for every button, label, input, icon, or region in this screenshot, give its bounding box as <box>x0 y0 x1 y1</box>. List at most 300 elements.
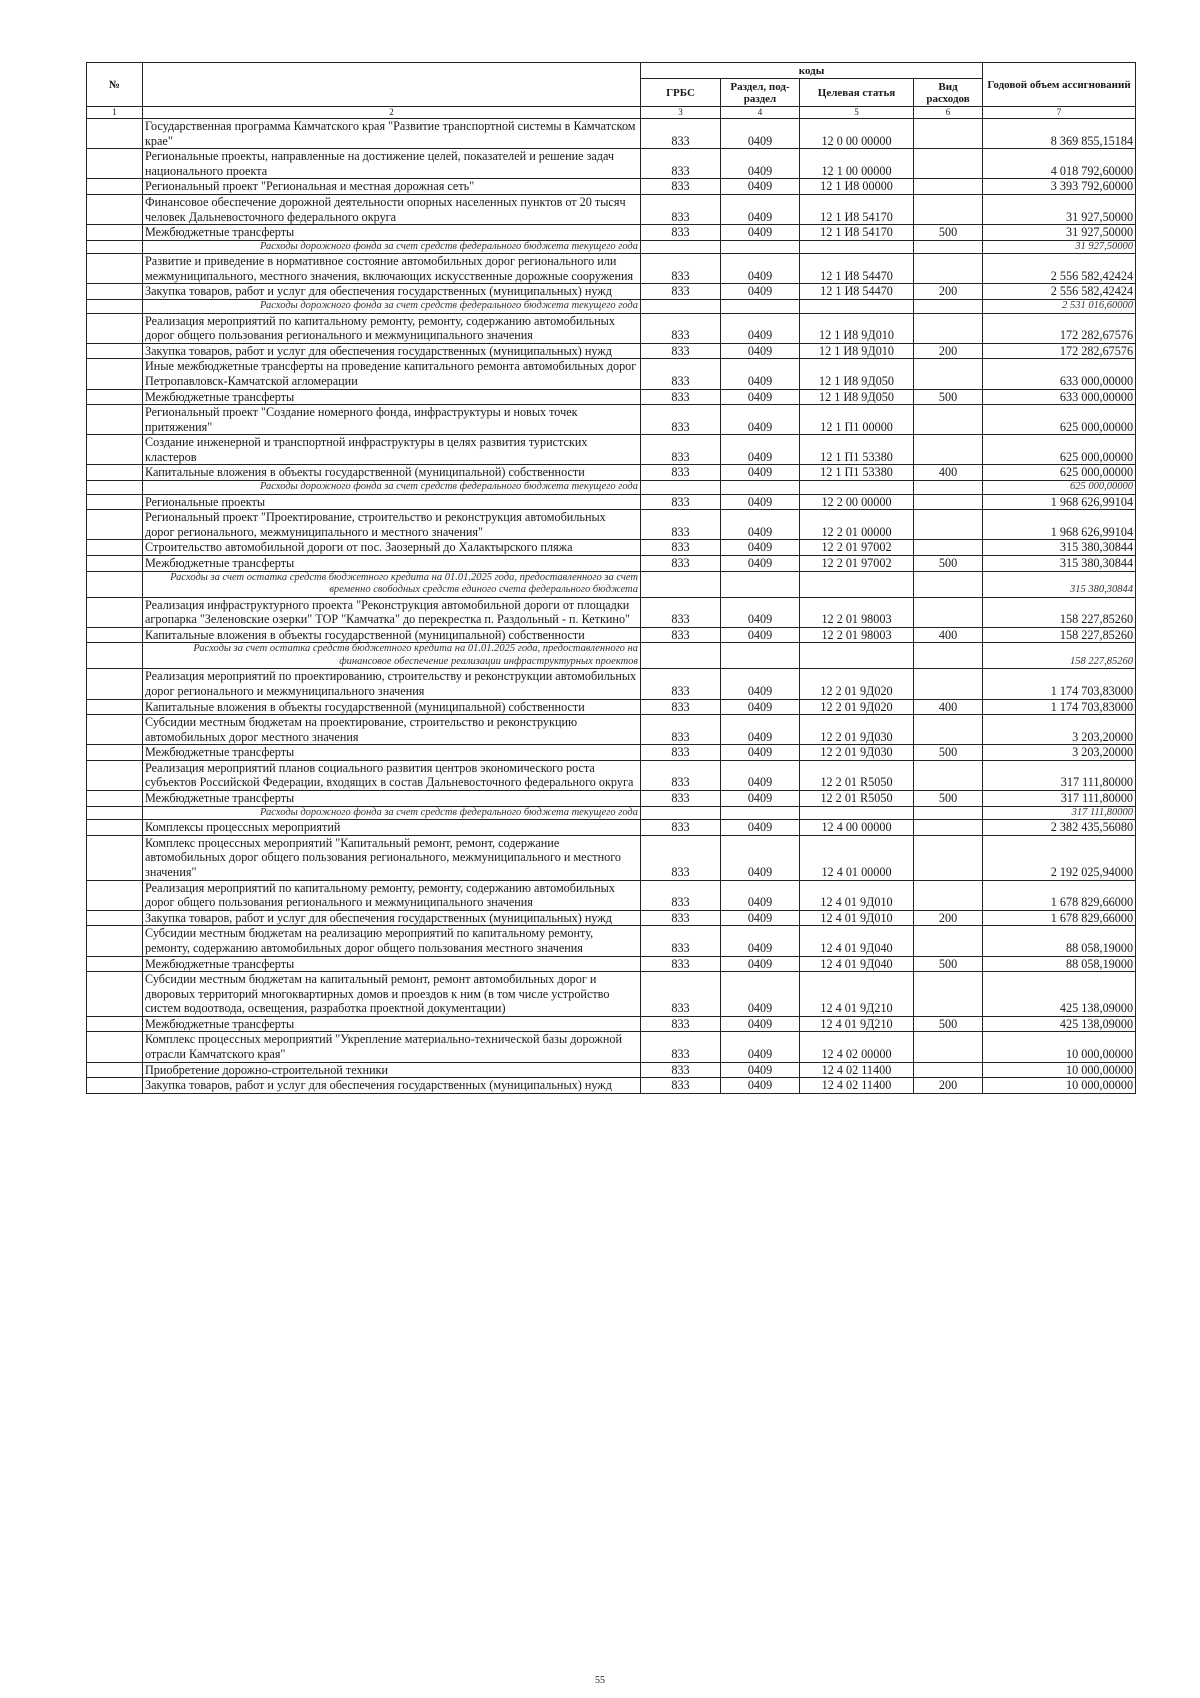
row-celevaya-cell <box>800 300 914 314</box>
row-vid-cell <box>914 359 983 389</box>
row-num-cell <box>87 225 143 241</box>
row-num-cell <box>87 627 143 643</box>
row-num-cell <box>87 510 143 540</box>
table-row <box>87 1078 1136 1094</box>
table-row <box>87 627 1136 643</box>
row-celevaya-cell: 12 1 И8 54170 <box>800 194 914 224</box>
row-sum-cell: 317 111,80000 <box>983 806 1136 820</box>
row-num-cell <box>87 699 143 715</box>
row-name-cell: Комплекс процессных мероприятий "Капитальный ремонт, ремонт, содержание автомобильных дорог общего пользования регионального, межмуниципального и местного значения" <box>143 835 641 880</box>
row-vid-cell <box>914 300 983 314</box>
table-row <box>87 1032 1136 1062</box>
row-razdel-cell <box>721 240 800 254</box>
row-vid-cell: 200 <box>914 910 983 926</box>
row-num-cell <box>87 555 143 571</box>
row-sum-cell: 315 380,30844 <box>983 571 1136 597</box>
row-grbs-cell: 833 <box>641 313 721 343</box>
row-sum-cell: 10 000,00000 <box>983 1078 1136 1094</box>
row-razdel-cell: 0409 <box>721 510 800 540</box>
row-grbs-cell: 833 <box>641 820 721 836</box>
table-row <box>87 910 1136 926</box>
row-name-cell: Межбюджетные трансферты <box>143 1016 641 1032</box>
row-num-cell <box>87 149 143 179</box>
row-razdel-cell: 0409 <box>721 760 800 790</box>
row-grbs-cell: 833 <box>641 791 721 807</box>
table-row <box>87 194 1136 224</box>
row-name-cell: Региональный проект "Создание номерного фонда, инфраструктуры и новых точек притяжения" <box>143 405 641 435</box>
row-num-cell <box>87 435 143 465</box>
row-razdel-cell: 0409 <box>721 435 800 465</box>
row-num-cell <box>87 760 143 790</box>
row-name-cell: Государственная программа Камчатского края "Развитие транспортной системы в Камчатском крае" <box>143 119 641 149</box>
table-header <box>87 63 1136 119</box>
row-celevaya-cell: 12 2 01 9Д030 <box>800 715 914 745</box>
row-celevaya-cell: 12 1 П1 53380 <box>800 465 914 481</box>
row-name-cell: Региональные проекты <box>143 494 641 510</box>
row-sum-cell: 88 058,19000 <box>983 926 1136 956</box>
row-razdel-cell: 0409 <box>721 194 800 224</box>
row-num-cell <box>87 240 143 254</box>
table-row <box>87 119 1136 149</box>
row-num-cell <box>87 300 143 314</box>
row-razdel-cell: 0409 <box>721 1062 800 1078</box>
row-grbs-cell: 833 <box>641 405 721 435</box>
table-row <box>87 254 1136 284</box>
row-grbs-cell <box>641 300 721 314</box>
table-row <box>87 540 1136 556</box>
row-celevaya-cell: 12 1 И8 54470 <box>800 254 914 284</box>
row-name-cell: Строительство автомобильной дороги от пос. Заозерный до Халактырского пляжа <box>143 540 641 556</box>
row-name-cell: Закупка товаров, работ и услуг для обеспечения государственных (муниципальных) нужд <box>143 910 641 926</box>
row-vid-cell: 400 <box>914 627 983 643</box>
row-razdel-cell: 0409 <box>721 494 800 510</box>
row-sum-cell: 158 227,85260 <box>983 597 1136 627</box>
row-num-cell <box>87 194 143 224</box>
row-grbs-cell: 833 <box>641 435 721 465</box>
row-razdel-cell: 0409 <box>721 627 800 643</box>
table-note-row <box>87 300 1136 314</box>
row-name-cell: Расходы за счет остатка средств бюджетного кредита на 01.01.2025 года, предоставленного на финансовое обеспечение реализации инфраструктурных проектов <box>143 643 641 669</box>
row-name-cell: Региональный проект "Региональная и местная дорожная сеть" <box>143 179 641 195</box>
row-grbs-cell: 833 <box>641 540 721 556</box>
row-num-cell <box>87 284 143 300</box>
table-row <box>87 389 1136 405</box>
row-celevaya-cell <box>800 240 914 254</box>
col-celevaya-header: Целевая статья <box>800 79 914 107</box>
colnum-5: 5 <box>800 107 914 119</box>
row-celevaya-cell: 12 1 И8 9Д010 <box>800 313 914 343</box>
row-grbs-cell: 833 <box>641 359 721 389</box>
row-razdel-cell <box>721 481 800 495</box>
row-vid-cell <box>914 1062 983 1078</box>
row-grbs-cell <box>641 571 721 597</box>
table-row <box>87 149 1136 179</box>
table-row <box>87 926 1136 956</box>
row-vid-cell <box>914 540 983 556</box>
table-row <box>87 494 1136 510</box>
row-sum-cell: 172 282,67576 <box>983 313 1136 343</box>
colnum-2: 2 <box>143 107 641 119</box>
row-celevaya-cell: 12 4 01 00000 <box>800 835 914 880</box>
row-num-cell <box>87 880 143 910</box>
row-grbs-cell: 833 <box>641 225 721 241</box>
row-razdel-cell: 0409 <box>721 597 800 627</box>
row-vid-cell <box>914 571 983 597</box>
row-grbs-cell: 833 <box>641 745 721 761</box>
row-num-cell <box>87 494 143 510</box>
row-grbs-cell: 833 <box>641 119 721 149</box>
colnum-3: 3 <box>641 107 721 119</box>
row-vid-cell <box>914 926 983 956</box>
row-sum-cell: 317 111,80000 <box>983 760 1136 790</box>
row-grbs-cell: 833 <box>641 465 721 481</box>
row-vid-cell <box>914 494 983 510</box>
row-name-cell: Закупка товаров, работ и услуг для обеспечения государственных (муниципальных) нужд <box>143 343 641 359</box>
row-grbs-cell: 833 <box>641 910 721 926</box>
row-name-cell: Субсидии местным бюджетам на проектирование, строительство и реконструкцию автомобильных дорог местного значения <box>143 715 641 745</box>
row-name-cell: Расходы за счет остатка средств бюджетного кредита на 01.01.2025 года, предоставленного за счет временно свободных средств единого счета федерального бюджета <box>143 571 641 597</box>
colnum-1: 1 <box>87 107 143 119</box>
row-celevaya-cell: 12 1 П1 00000 <box>800 405 914 435</box>
col-razdel-header: Раздел, под-раздел <box>721 79 800 107</box>
row-grbs-cell: 833 <box>641 284 721 300</box>
row-celevaya-cell <box>800 643 914 669</box>
row-celevaya-cell: 12 2 01 R5050 <box>800 791 914 807</box>
row-vid-cell <box>914 435 983 465</box>
row-grbs-cell: 833 <box>641 1016 721 1032</box>
colnum-7: 7 <box>983 107 1136 119</box>
table-row <box>87 745 1136 761</box>
row-name-cell: Реализация инфраструктурного проекта "Реконструкция автомобильной дороги от площадки агропарка "Зеленовские озерки" ТОР "Камчатка" до перекрестка п. Раздольный - п. Кеткино" <box>143 597 641 627</box>
row-celevaya-cell: 12 4 01 9Д040 <box>800 926 914 956</box>
row-celevaya-cell: 12 2 01 9Д030 <box>800 745 914 761</box>
row-name-cell: Межбюджетные трансферты <box>143 555 641 571</box>
row-num-cell <box>87 313 143 343</box>
codes-header: коды <box>641 63 983 79</box>
row-sum-cell: 3 203,20000 <box>983 715 1136 745</box>
row-name-cell: Капитальные вложения в объекты государственной (муниципальной) собственности <box>143 627 641 643</box>
table-row <box>87 880 1136 910</box>
row-num-cell <box>87 1078 143 1094</box>
row-grbs-cell: 833 <box>641 926 721 956</box>
row-sum-cell: 1 678 829,66000 <box>983 880 1136 910</box>
row-grbs-cell: 833 <box>641 179 721 195</box>
row-celevaya-cell: 12 0 00 00000 <box>800 119 914 149</box>
row-celevaya-cell: 12 4 01 9Д040 <box>800 956 914 972</box>
row-sum-cell: 158 227,85260 <box>983 643 1136 669</box>
row-celevaya-cell <box>800 481 914 495</box>
row-sum-cell: 625 000,00000 <box>983 465 1136 481</box>
row-name-cell: Расходы дорожного фонда за счет средств федерального бюджета текущего года <box>143 481 641 495</box>
row-vid-cell <box>914 972 983 1017</box>
row-name-cell: Межбюджетные трансферты <box>143 745 641 761</box>
row-celevaya-cell: 12 4 02 11400 <box>800 1078 914 1094</box>
row-celevaya-cell: 12 4 01 9Д010 <box>800 910 914 926</box>
row-num-cell <box>87 119 143 149</box>
row-sum-cell: 158 227,85260 <box>983 627 1136 643</box>
row-num-cell <box>87 791 143 807</box>
row-vid-cell: 500 <box>914 956 983 972</box>
row-grbs-cell: 833 <box>641 972 721 1017</box>
row-name-cell: Межбюджетные трансферты <box>143 956 641 972</box>
row-vid-cell: 500 <box>914 745 983 761</box>
table-row <box>87 465 1136 481</box>
row-grbs-cell: 833 <box>641 880 721 910</box>
row-razdel-cell: 0409 <box>721 835 800 880</box>
row-celevaya-cell: 12 4 02 11400 <box>800 1062 914 1078</box>
row-vid-cell: 400 <box>914 465 983 481</box>
table-row <box>87 1016 1136 1032</box>
row-celevaya-cell: 12 2 01 98003 <box>800 627 914 643</box>
row-sum-cell: 1 678 829,66000 <box>983 910 1136 926</box>
row-name-cell: Региональные проекты, направленные на достижение целей, показателей и решение задач национального проекта <box>143 149 641 179</box>
row-grbs-cell <box>641 806 721 820</box>
row-name-cell: Капитальные вложения в объекты государственной (муниципальной) собственности <box>143 699 641 715</box>
row-razdel-cell: 0409 <box>721 389 800 405</box>
row-razdel-cell: 0409 <box>721 343 800 359</box>
row-celevaya-cell: 12 4 02 00000 <box>800 1032 914 1062</box>
row-grbs-cell: 833 <box>641 835 721 880</box>
row-num-cell <box>87 389 143 405</box>
row-num-cell <box>87 571 143 597</box>
row-grbs-cell: 833 <box>641 194 721 224</box>
table-row <box>87 597 1136 627</box>
row-grbs-cell: 833 <box>641 627 721 643</box>
row-celevaya-cell: 12 1 И8 9Д010 <box>800 343 914 359</box>
row-num-cell <box>87 745 143 761</box>
row-razdel-cell: 0409 <box>721 926 800 956</box>
table-row <box>87 313 1136 343</box>
budget-table <box>86 62 1136 1094</box>
row-celevaya-cell: 12 2 01 00000 <box>800 510 914 540</box>
row-name-cell: Расходы дорожного фонда за счет средств федерального бюджета текущего года <box>143 806 641 820</box>
row-razdel-cell: 0409 <box>721 540 800 556</box>
row-name-cell: Субсидии местным бюджетам на реализацию мероприятий по капитальному ремонту, ремонту, содержанию автомобильных дорог общего пользования местного значения <box>143 926 641 956</box>
row-num-cell <box>87 1062 143 1078</box>
row-num-cell <box>87 669 143 699</box>
row-grbs-cell: 833 <box>641 1032 721 1062</box>
row-grbs-cell <box>641 481 721 495</box>
row-vid-cell <box>914 806 983 820</box>
row-num-cell <box>87 910 143 926</box>
row-vid-cell: 400 <box>914 699 983 715</box>
table-row <box>87 760 1136 790</box>
row-vid-cell <box>914 715 983 745</box>
table-row <box>87 555 1136 571</box>
colnum-6: 6 <box>914 107 983 119</box>
row-vid-cell: 200 <box>914 284 983 300</box>
row-razdel-cell: 0409 <box>721 910 800 926</box>
row-sum-cell: 625 000,00000 <box>983 405 1136 435</box>
row-name-cell: Расходы дорожного фонда за счет средств федерального бюджета текущего года <box>143 300 641 314</box>
row-name-cell: Капитальные вложения в объекты государственной (муниципальной) собственности <box>143 465 641 481</box>
table-row <box>87 435 1136 465</box>
row-sum-cell: 633 000,00000 <box>983 359 1136 389</box>
row-grbs-cell: 833 <box>641 715 721 745</box>
row-name-cell: Межбюджетные трансферты <box>143 225 641 241</box>
row-num-cell <box>87 343 143 359</box>
row-vid-cell: 500 <box>914 389 983 405</box>
row-razdel-cell <box>721 643 800 669</box>
row-grbs-cell: 833 <box>641 494 721 510</box>
row-celevaya-cell: 12 2 01 9Д020 <box>800 699 914 715</box>
row-vid-cell <box>914 820 983 836</box>
row-celevaya-cell: 12 1 И8 54170 <box>800 225 914 241</box>
row-razdel-cell: 0409 <box>721 880 800 910</box>
row-num-cell <box>87 465 143 481</box>
row-razdel-cell: 0409 <box>721 972 800 1017</box>
budget-table-page <box>86 62 1135 1094</box>
row-name-cell: Межбюджетные трансферты <box>143 791 641 807</box>
table-row <box>87 715 1136 745</box>
row-num-cell <box>87 926 143 956</box>
table-row <box>87 284 1136 300</box>
row-razdel-cell: 0409 <box>721 820 800 836</box>
row-razdel-cell: 0409 <box>721 555 800 571</box>
table-row <box>87 225 1136 241</box>
row-razdel-cell: 0409 <box>721 149 800 179</box>
row-celevaya-cell: 12 2 01 97002 <box>800 555 914 571</box>
row-razdel-cell: 0409 <box>721 225 800 241</box>
row-vid-cell: 200 <box>914 1078 983 1094</box>
row-grbs-cell: 833 <box>641 597 721 627</box>
row-celevaya-cell <box>800 571 914 597</box>
row-celevaya-cell: 12 2 01 97002 <box>800 540 914 556</box>
row-grbs-cell: 833 <box>641 254 721 284</box>
row-vid-cell <box>914 597 983 627</box>
row-vid-cell: 500 <box>914 555 983 571</box>
row-sum-cell: 425 138,09000 <box>983 972 1136 1017</box>
row-grbs-cell: 833 <box>641 760 721 790</box>
table-row <box>87 699 1136 715</box>
row-razdel-cell: 0409 <box>721 405 800 435</box>
row-grbs-cell: 833 <box>641 669 721 699</box>
row-vid-cell <box>914 149 983 179</box>
row-celevaya-cell: 12 1 П1 53380 <box>800 435 914 465</box>
row-sum-cell: 31 927,50000 <box>983 240 1136 254</box>
row-razdel-cell: 0409 <box>721 956 800 972</box>
table-row <box>87 972 1136 1017</box>
row-celevaya-cell: 12 2 01 9Д020 <box>800 669 914 699</box>
row-num-cell <box>87 643 143 669</box>
row-sum-cell: 8 369 855,15184 <box>983 119 1136 149</box>
row-num-cell <box>87 835 143 880</box>
row-razdel-cell: 0409 <box>721 1016 800 1032</box>
table-row <box>87 359 1136 389</box>
row-sum-cell: 2 382 435,56080 <box>983 820 1136 836</box>
row-sum-cell: 3 393 792,60000 <box>983 179 1136 195</box>
row-name-cell: Субсидии местным бюджетам на капитальный ремонт, ремонт автомобильных дорог и дворовых территорий многоквартирных домов и проездов к ним (в том числе устройство систем водоотвода, освещения, разработка проектной документации) <box>143 972 641 1017</box>
row-num-cell <box>87 715 143 745</box>
row-sum-cell: 2 192 025,94000 <box>983 835 1136 880</box>
col-name-header <box>143 63 641 107</box>
table-note-row <box>87 806 1136 820</box>
row-name-cell: Финансовое обеспечение дорожной деятельности опорных населенных пунктов от 20 тысяч человек Дальневосточного федерального округа <box>143 194 641 224</box>
col-grbs-header: ГРБС <box>641 79 721 107</box>
row-sum-cell: 633 000,00000 <box>983 389 1136 405</box>
row-grbs-cell: 833 <box>641 1062 721 1078</box>
row-name-cell: Реализация мероприятий по капитальному ремонту, ремонту, содержанию автомобильных дорог общего пользования регионального и межмуниципального значения <box>143 880 641 910</box>
row-num-cell <box>87 820 143 836</box>
row-name-cell: Создание инженерной и транспортной инфраструктуры в целях развития туристских кластеров <box>143 435 641 465</box>
row-name-cell: Реализация мероприятий по капитальному ремонту, ремонту, содержанию автомобильных дорог общего пользования регионального и межмуниципального значения <box>143 313 641 343</box>
row-vid-cell <box>914 669 983 699</box>
row-name-cell: Комплексы процессных мероприятий <box>143 820 641 836</box>
col-vid-header: Вид расходов <box>914 79 983 107</box>
row-sum-cell: 10 000,00000 <box>983 1062 1136 1078</box>
row-name-cell: Иные межбюджетные трансферты на проведение капитального ремонта автомобильных дорог Петропавловск-Камчатской агломерации <box>143 359 641 389</box>
row-razdel-cell <box>721 806 800 820</box>
row-celevaya-cell: 12 2 00 00000 <box>800 494 914 510</box>
row-celevaya-cell: 12 1 И8 9Д050 <box>800 389 914 405</box>
row-vid-cell <box>914 481 983 495</box>
table-row <box>87 820 1136 836</box>
row-name-cell: Региональный проект "Проектирование, строительство и реконструкция автомобильных дорог регионального, межмуниципального и местного значения" <box>143 510 641 540</box>
row-razdel-cell: 0409 <box>721 465 800 481</box>
row-vid-cell <box>914 760 983 790</box>
row-razdel-cell: 0409 <box>721 715 800 745</box>
row-name-cell: Межбюджетные трансферты <box>143 389 641 405</box>
colnum-4: 4 <box>721 107 800 119</box>
row-vid-cell <box>914 240 983 254</box>
table-row <box>87 179 1136 195</box>
row-vid-cell <box>914 880 983 910</box>
row-sum-cell: 4 018 792,60000 <box>983 149 1136 179</box>
row-num-cell <box>87 179 143 195</box>
table-note-row <box>87 643 1136 669</box>
row-celevaya-cell: 12 1 И8 00000 <box>800 179 914 195</box>
row-sum-cell: 2 531 016,60000 <box>983 300 1136 314</box>
table-row <box>87 956 1136 972</box>
row-celevaya-cell: 12 2 01 98003 <box>800 597 914 627</box>
row-celevaya-cell: 12 1 И8 54470 <box>800 284 914 300</box>
row-grbs-cell: 833 <box>641 555 721 571</box>
row-vid-cell: 500 <box>914 791 983 807</box>
table-body <box>87 119 1136 1094</box>
table-row <box>87 835 1136 880</box>
row-name-cell: Приобретение дорожно-строительной техники <box>143 1062 641 1078</box>
table-row <box>87 343 1136 359</box>
row-num-cell <box>87 540 143 556</box>
row-num-cell <box>87 405 143 435</box>
row-vid-cell <box>914 119 983 149</box>
row-sum-cell: 1 174 703,83000 <box>983 669 1136 699</box>
row-grbs-cell: 833 <box>641 149 721 179</box>
col-sum-header: Годовой объем ассигнований <box>983 63 1136 107</box>
row-vid-cell <box>914 405 983 435</box>
row-sum-cell: 317 111,80000 <box>983 791 1136 807</box>
row-sum-cell: 425 138,09000 <box>983 1016 1136 1032</box>
row-celevaya-cell: 12 1 00 00000 <box>800 149 914 179</box>
row-num-cell <box>87 1016 143 1032</box>
row-razdel-cell: 0409 <box>721 1032 800 1062</box>
row-sum-cell: 2 556 582,42424 <box>983 284 1136 300</box>
row-sum-cell: 625 000,00000 <box>983 435 1136 465</box>
row-grbs-cell: 833 <box>641 1078 721 1094</box>
table-row <box>87 791 1136 807</box>
column-numbers-row <box>87 107 1136 119</box>
row-razdel-cell: 0409 <box>721 254 800 284</box>
row-vid-cell: 500 <box>914 225 983 241</box>
row-num-cell <box>87 1032 143 1062</box>
row-celevaya-cell <box>800 806 914 820</box>
row-celevaya-cell: 12 4 01 9Д210 <box>800 1016 914 1032</box>
row-vid-cell: 500 <box>914 1016 983 1032</box>
row-razdel-cell: 0409 <box>721 179 800 195</box>
row-grbs-cell: 833 <box>641 510 721 540</box>
row-sum-cell: 1 174 703,83000 <box>983 699 1136 715</box>
row-razdel-cell: 0409 <box>721 699 800 715</box>
